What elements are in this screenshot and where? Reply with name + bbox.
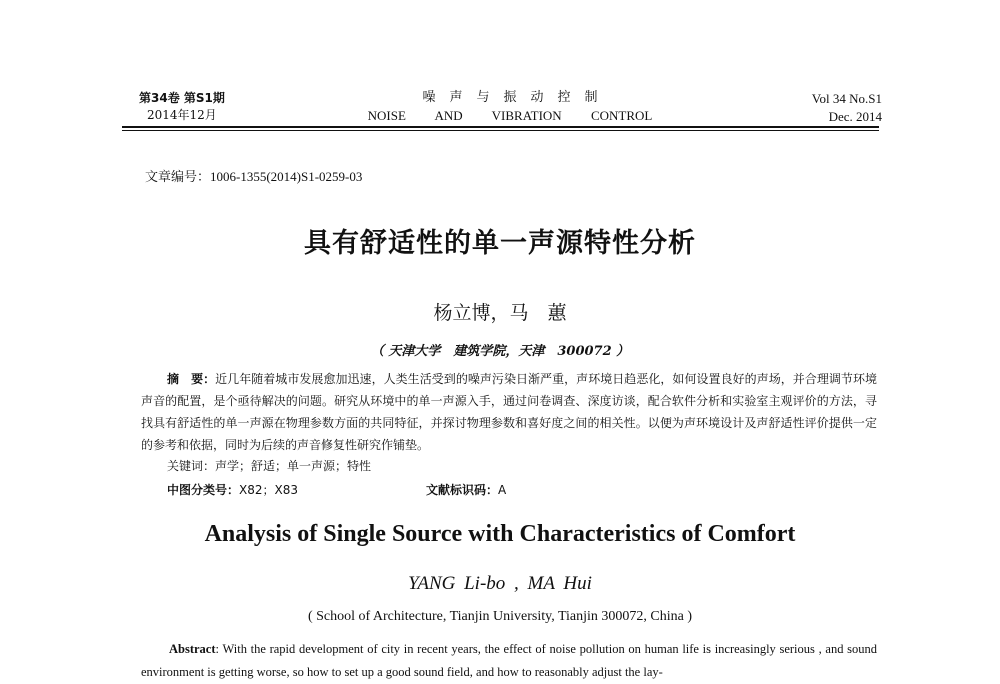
header-rule-thin [122, 130, 879, 131]
abstract-cn-label: 摘 要： [167, 372, 216, 386]
header-rule-thick [122, 126, 879, 128]
affiliation-cn: （ 天津大学 建筑学院，天津 300072 ） [370, 344, 630, 359]
journal-header-left [139, 90, 225, 124]
journal-name-en: NOISE AND VIBRATION CONTROL [367, 108, 653, 123]
abstract-cn [141, 368, 877, 456]
date-en: Dec. 2014 [828, 109, 882, 124]
article-id: 文章编号：1006-1355(2014)S1-0259-03 [145, 169, 363, 184]
keywords-cn-text: 声学；舒适；单一声源；特性 [215, 459, 372, 473]
classification-cn-text: X82；X83 [239, 483, 298, 497]
abstract-cn-text: 近几年随着城市发展愈加迅速，人类生活受到的噪声污染日渐严重，声环境日趋恶化，如何设置良好的声场，并合理调节环境声音的配置，是个亟待解决的问题。研究从环境中的单一声源入手，通过问卷调查、深度访谈，配合软件分析和实验室主观评价的方法，寻找具有舒适性的单一声源在物理参数方面的共同特征，并探讨物理参数和喜好度之间的相关性。以便为声环境设计及声舒适性评价提供一定的参考和依据，同时为后续的声音修复性研究作铺垫。 [141, 372, 877, 452]
journal-name-cn: 噪声与振动控制 [422, 90, 612, 105]
date-cn: 2014年12月 [147, 108, 217, 122]
abstract-en-label: Abstract [169, 642, 216, 656]
volume-issue-cn: 第34卷 第S1期 [139, 91, 225, 105]
paper-title-en: Analysis of Single Source with Characteristics of Comfort [204, 521, 796, 547]
classification-cn [167, 481, 298, 498]
document-code-cn [426, 481, 506, 498]
authors-en: YANG Li-bo , MA Hui [408, 573, 592, 594]
paper-title-cn: 具有舒适性的单一声源特性分析 [304, 228, 696, 259]
document-code-cn-label: 文献标识码： [426, 483, 499, 497]
volume-issue-en: Vol 34 No.S1 [811, 91, 882, 106]
journal-header-right [812, 90, 882, 126]
keywords-cn-label: 关键词： [167, 459, 216, 473]
abstract-en-text: : With the rapid development of city in recent years, the effect of noise pollution on human life is increasingly serious , and sound environment is getting worse, so how to set up a good sound field, and how to reasonably adjust the lay- [141, 642, 877, 679]
classification-cn-label: 中图分类号： [167, 483, 240, 497]
authors-cn: 杨立博，马 蕙 [433, 302, 567, 324]
abstract-en [141, 638, 877, 684]
document-code-cn-text: A [498, 483, 507, 497]
journal-header-center [350, 89, 670, 125]
keywords-cn [167, 457, 371, 474]
affiliation-en: ( School of Architecture, Tianjin University, Tianjin 300072, China ) [307, 609, 693, 624]
